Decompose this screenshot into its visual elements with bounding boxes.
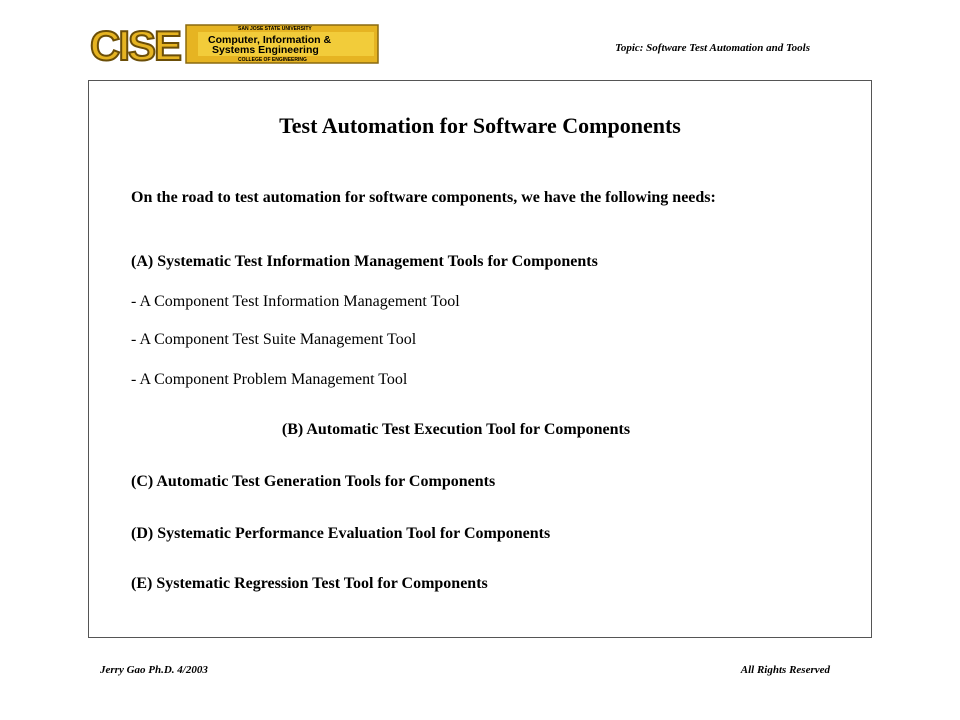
item-b: (B) Automatic Test Execution Tool for Components (281, 421, 631, 438)
item-a-sub2: - A Component Test Suite Management Tool (131, 331, 417, 348)
slide-title: Test Automation for Software Components (279, 113, 681, 138)
item-a: (A) Systematic Test Information Management Tools for Components (131, 253, 598, 270)
cise-logo-graphic (88, 22, 380, 66)
footer-author: Jerry Gao Ph.D. 4/2003 (100, 664, 208, 676)
topic-label: Topic: Software Test Automation and Tools (615, 42, 810, 54)
item-c: (C) Automatic Test Generation Tools for Components (131, 473, 496, 490)
logo-college: COLLEGE OF ENGINEERING (238, 57, 307, 63)
item-a-sub1: - A Component Test Information Management Tool (131, 293, 460, 310)
slide-frame (88, 80, 872, 638)
cise-logo (88, 22, 380, 66)
logo-dept-line1: Computer, Information & (208, 34, 332, 46)
logo-university: SAN JOSE STATE UNIVERSITY (238, 26, 312, 32)
item-d: (D) Systematic Performance Evaluation Tool for Components (131, 525, 551, 542)
intro-paragraph (131, 187, 815, 209)
item-a-sub3: - A Component Problem Management Tool (131, 371, 408, 388)
item-e: (E) Systematic Regression Test Tool for Components (131, 575, 488, 592)
footer-rights: All Rights Reserved (740, 664, 830, 676)
logo-mark: CISE (90, 22, 181, 66)
logo-dept-line2: Systems Engineering (212, 44, 319, 56)
intro-text: On the road to test automation for software components, we have the following needs: (131, 189, 716, 206)
